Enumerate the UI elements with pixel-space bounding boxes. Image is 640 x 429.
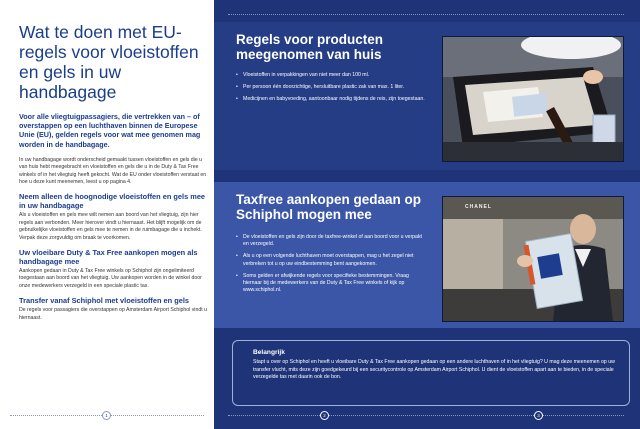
suitcase-illustration: [443, 37, 623, 161]
section-heading-3: Uw vloeibare Duty & Tax Free aankopen mogen als handbagage mee: [19, 248, 198, 267]
suitcase-photo: [442, 36, 624, 162]
section-heading-2: Neem alleen de hoognodige vloeistoffen en gels mee in uw handbagage: [19, 192, 206, 211]
section-text-3: Aankopen gedaan in Duty & Tax Free winkels op Schiphol zijn ongelimiteerd toegestaan aan boord van het vliegtuig. Uw aankopen worden in de winkel door onze medewerkers verzegeld in een speciale plastic tas.: [19, 268, 202, 289]
intro-paragraph: Voor alle vliegtuigpassagiers, die vertrekken van – of overstappen op een luchthaven binnen de Europese Unie (EU), gelden regels voor wat mee genomen mag worden in de handbagage.: [19, 112, 201, 149]
page-number-1: 1: [102, 411, 111, 420]
footer-rule-right: [228, 415, 624, 416]
section-heading-4: Transfer vanaf Schiphol met vloeistoffen en gels: [19, 296, 190, 306]
taxfree-shop-photo: [442, 196, 624, 322]
panel1-bullet: • Vloeistoffen in verpakkingen van niet meer dan 100 ml.: [236, 72, 426, 79]
important-heading: Belangrijk: [253, 349, 285, 356]
store-sign: CHANEL: [465, 204, 492, 210]
panel2-bullet-list: [236, 234, 426, 299]
left-content: [19, 22, 209, 328]
panel1-bullet: • Medicijnen en babyvoeding, aantoonbaar nodig tijdens de reis, zijn toegestaan.: [236, 96, 426, 103]
important-box: [232, 340, 630, 406]
panel2-title: Taxfree aankopen gedaan op Schiphol mogen mee: [236, 192, 422, 222]
panel1-bullet-list: [236, 72, 426, 109]
panel1-title: Regels voor producten meegenomen van huis: [236, 32, 384, 62]
body-paragraph-1: In uw handbagage wordt onderscheid gemaakt tussen vloeistoffen en gels die u van huis hebt meegebracht en vloeistoffen en gels die u in de Duty & Tax Free winkels of in het vliegtuig heeft gekocht. Wat de EU onder vloeistoffen verstaat en hoe u deze kunt meenemen, leest u op pagina 4.: [19, 156, 207, 186]
section-text-2: Als u vloeistoffen en gels mee wilt nemen aan boord van het vliegtuig, zijn hier regels aan verbonden. Meer hierover vindt u hiernaast. Het blijft mogelijk om de gebruikelijke vloeistoffen en gels mee te nemen in de ruimbagage die u inchekt. Verpak deze zorgvuldig om braak te voorkomen.: [19, 212, 202, 241]
panel2-bullet: • De vloeistoffen en gels zijn door de taxfree-winkel of aan boord voor u verpakt en verzegeld.: [236, 234, 426, 248]
panel1-bullet: • Per persoon één doorzichtige, hersluitbare plastic zak van max. 1 liter.: [236, 84, 426, 91]
shop-illustration: [443, 197, 623, 321]
important-text: Stapt u over op Schiphol en heeft u vloeibare Duty & Tax Free aankopen gedaan op een andere luchthaven of in het vliegtuig? U mag deze meenemen op uw transfer vlucht, mits deze zijn goedgekeurd bij een securitycontrole op Amsterdam Airport Schiphol. U dient de vloeistoffen apart aan te bieden, in de speciale verzegelde tas met daarin ook de bon.: [253, 359, 615, 381]
important-content: [253, 349, 623, 382]
panel2-bullet: • Als u op een volgende luchthaven moet overstappen, mag u het zegel niet verbreken tot u op uw eindbestemming bent aangekomen.: [236, 253, 426, 267]
page-number-2: 2: [320, 411, 329, 420]
top-dotted-rule: [228, 14, 624, 15]
page-number-3: 3: [534, 411, 543, 420]
left-page: [0, 0, 214, 429]
section-text-4: De regels voor passagiers die overstappen op Amsterdam Airport Schiphol vindt u hiernaast.: [19, 307, 208, 321]
page-title: Wat te doen met EU-regels voor vloeistoffen en gels in uw handbagage: [19, 22, 199, 102]
panel2-bullet: • Soms gelden er afwijkende regels voor specifieke bestemmingen. Vraag hiernaar bij de medewerkers van de Duty & Tax Free winkels of kijk op www.schiphol.nl.: [236, 273, 426, 295]
